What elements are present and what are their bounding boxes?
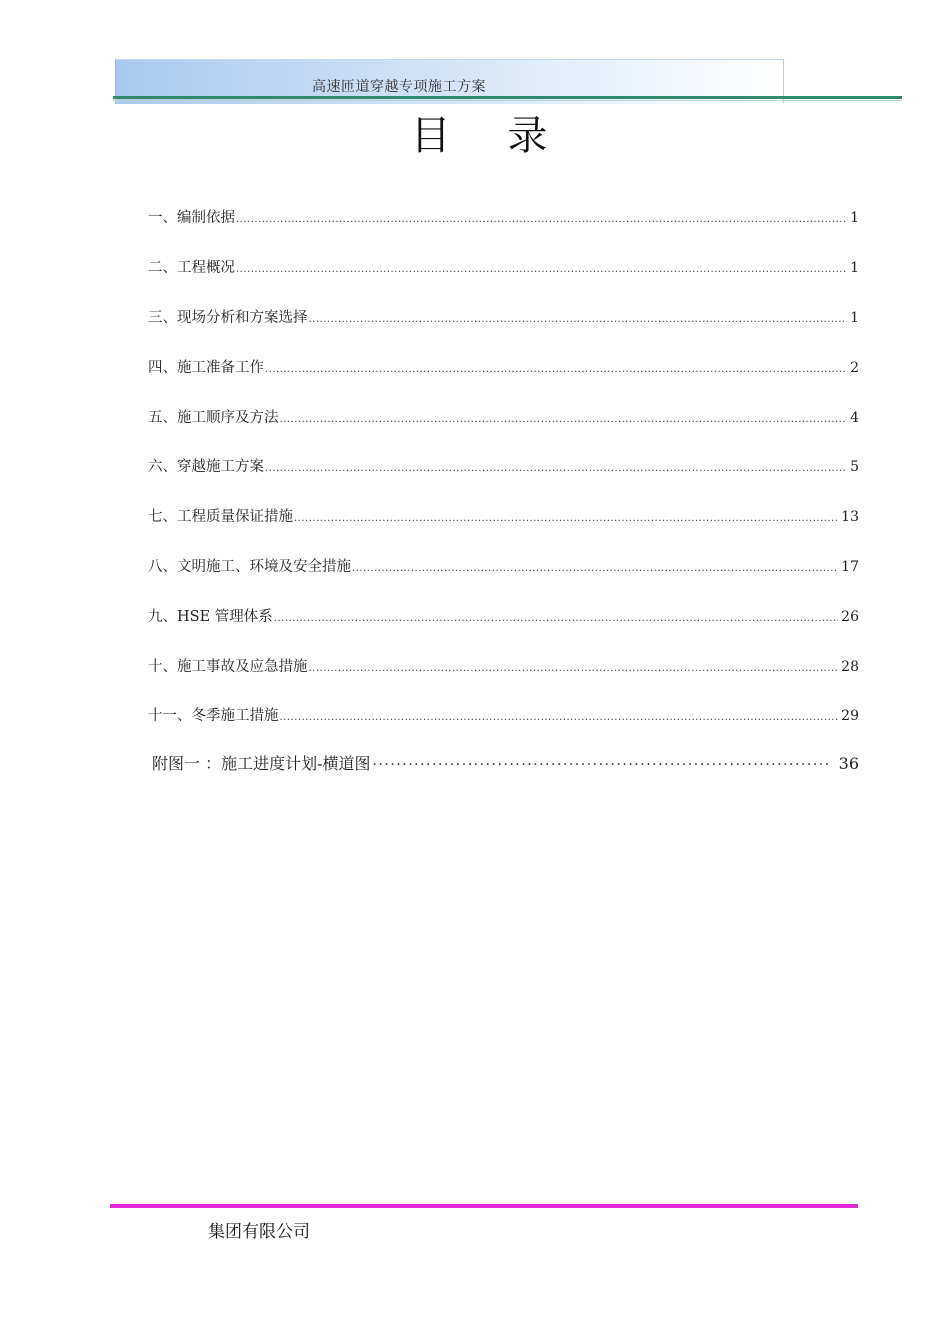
toc-item-label: 八、文明施工、环境及安全措施	[148, 559, 351, 575]
toc-item-label: 十一、冬季施工措施	[148, 708, 279, 724]
toc-leader-dots	[265, 463, 847, 474]
toc-item-page: 1	[850, 210, 859, 226]
toc-leader-dots	[236, 214, 847, 225]
toc-item[interactable]	[148, 505, 859, 527]
toc-leader-dots	[265, 364, 847, 375]
page-title: 目 录	[410, 113, 570, 159]
toc-leader-dots	[309, 663, 839, 674]
toc-item-label: 三、现场分析和方案选择	[148, 310, 308, 326]
toc-leader-dots	[280, 712, 839, 723]
toc-leader-dots	[373, 757, 831, 773]
toc-item-page: 1	[850, 310, 859, 326]
toc-item[interactable]	[148, 406, 859, 428]
header-divider	[113, 96, 902, 99]
toc-item-page: 1	[850, 260, 859, 276]
toc-leader-dots	[274, 613, 838, 624]
toc-item-page: 28	[841, 659, 859, 675]
toc-item[interactable]	[148, 306, 859, 328]
toc-item-page: 2	[850, 360, 859, 376]
toc-item-page: 13	[841, 509, 859, 525]
toc-item-page: 17	[841, 559, 859, 575]
toc-item-page: 5	[850, 459, 859, 475]
footer-company-name: 集团有限公司	[208, 1222, 310, 1242]
toc-item-label: 九、HSE 管理体系	[148, 609, 273, 625]
toc-item[interactable]	[148, 206, 859, 228]
toc-item-page: 36	[838, 754, 859, 773]
toc-appendix-item[interactable]	[152, 751, 859, 773]
toc-item[interactable]	[148, 256, 859, 278]
toc-item[interactable]	[148, 655, 859, 677]
toc-item-label: 五、施工顺序及方法	[148, 410, 279, 426]
toc-item[interactable]	[148, 356, 859, 378]
toc-item-label: 七、工程质量保证措施	[148, 509, 293, 525]
toc-leader-dots	[280, 414, 848, 425]
toc-item[interactable]	[148, 555, 859, 577]
header-divider-thin	[113, 100, 902, 101]
toc-leader-dots	[309, 314, 848, 325]
toc-item-label: 四、施工准备工作	[148, 360, 264, 376]
toc-item-label: 六、穿越施工方案	[148, 459, 264, 475]
toc-item-page: 29	[841, 708, 859, 724]
toc-leader-dots	[352, 563, 838, 574]
toc-leader-dots	[236, 264, 847, 275]
toc-item[interactable]	[148, 605, 859, 627]
toc-item-label: 一、编制依据	[148, 210, 235, 226]
toc-item-label: 附图一 ：施工进度计划-横道图	[152, 754, 371, 773]
toc-item-page: 4	[850, 410, 859, 426]
toc-leader-dots	[294, 513, 838, 524]
toc-item-page: 26	[841, 609, 859, 625]
toc-item-label: 十、施工事故及应急措施	[148, 659, 308, 675]
toc-item[interactable]	[148, 704, 859, 726]
toc-item[interactable]	[148, 455, 859, 477]
header-title: 高速匝道穿越专项施工方案	[312, 79, 486, 95]
toc-item-label: 二、工程概况	[148, 260, 235, 276]
footer-divider	[110, 1204, 858, 1208]
